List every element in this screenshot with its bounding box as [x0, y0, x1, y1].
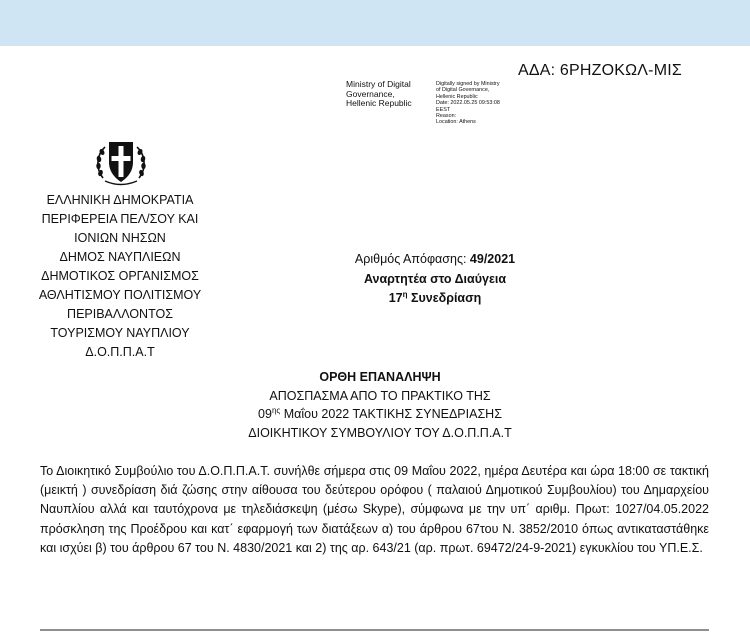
- org-line: ΤΟΥΡΙΣΜΟΥ ΝΑΥΠΛΙΟΥ: [50, 326, 190, 340]
- digital-signature-issuer: [346, 80, 412, 109]
- decision-number: [300, 250, 570, 270]
- decision-number-value: 49/2021: [469, 252, 516, 266]
- org-line: ΔΗΜΟΤΙΚΟΣ ΟΡΓΑΝΙΣΜΟΣ: [41, 269, 199, 283]
- digital-signature-details: [436, 81, 500, 126]
- org-line: ΑΘΛΗΤΙΣΜΟΥ ΠΟΛΙΤΙΣΜΟΥ: [38, 288, 202, 302]
- ada-code: ΑΔΑ: 6ΡΗΖΟΚΩΛ-ΜΙΣ: [518, 62, 682, 79]
- org-line: Δ.Ο.Π.Π.Α.Τ: [85, 345, 155, 359]
- decision-number-label: Αριθμός Απόφασης:: [354, 252, 470, 266]
- signature-detail: EEST: [436, 106, 451, 113]
- signature-line: Ministry of Digital: [346, 79, 411, 89]
- org-line: ΙΟΝΙΩΝ ΝΗΣΩΝ: [74, 231, 166, 245]
- session-number: $17^\eta$ Συνεδρίαση: [388, 289, 482, 305]
- hellenic-coat-of-arms-icon: [93, 138, 149, 188]
- title-line: ΑΠΟΣΠΑΣΜΑ ΑΠΟ ΤΟ ΠΡΑΚΤΙΚΟ ΤΗΣ: [269, 388, 491, 403]
- body-paragraph: Το Διοικητικό Συμβούλιο του Δ.Ο.Π.Π.Α.Τ. συνήλθε σήμερα στις 09 Μαΐου 2022, ημέρα Δευτέρα και ώρα 18:00 σε τακτική (μεικτή ) συνεδρίαση διά ζώσης στην αίθουσα του δεύτερου ορόφου ( παλαιού Δημοτικού Συμβουλίου) του Δημαρχείου Ναυπλίου αλλά και ταυτόχρονα με τηλεδιάσκεψη (μέσω Skype), σύμφωνα με την υπ΄ αριθμ. Πρωτ: 1027/04.05.2022 πρόσκληση της Προέδρου και κατ΄ εφαρμογή των διατάξεων α) του άρθρου 67του Ν. 3852/2010 όπως αντικαταστάθηκε και ισχύει β) του άρθρου 67 του Ν. 4830/2021 και 2) της αρ. 643/21 (αρ. πρωτ. 69472/24-9-2021) εγκυκλίου του ΥΠ.Ε.Σ.: [40, 464, 709, 555]
- signature-detail: Digitally signed by Ministry: [436, 81, 500, 87]
- org-line: ΠΕΡΙΒΑΛΛΟΝΤΟΣ: [67, 307, 173, 321]
- title-line: ΔΙΟΙΚΗΤΙΚΟΥ ΣΥΜΒΟΥΛΙΟΥ ΤΟΥ Δ.Ο.Π.Π.Α.Τ: [248, 425, 512, 440]
- signature-detail: Reason:: [436, 113, 457, 120]
- publish-note: Αναρτητέα στο Διαύγεια: [363, 271, 507, 286]
- viewer-top-bar: [0, 0, 750, 46]
- document-body: [40, 462, 709, 558]
- title-line: $09^{\eta\varsigma}$ Μαΐου 2022 ΤΑΚΤΙΚΗΣ ΣΥΝΕΔΡΙΑΣΗΣ: [258, 405, 502, 421]
- signature-line: Hellenic Republic: [346, 98, 412, 108]
- signature-detail: Location: Athens: [436, 119, 476, 126]
- org-line: ΠΕΡΙΦΕΡΕΙΑ ΠΕΛ/ΣΟΥ ΚΑΙ: [41, 212, 199, 226]
- signature-detail: of Digital Governance,: [436, 87, 490, 94]
- signature-line: Governance,: [346, 88, 395, 99]
- org-line: ΕΛΛΗΝΙΚΗ ΔΗΜΟΚΡΑΤΙΑ: [46, 193, 194, 207]
- document-title-block: [170, 368, 590, 442]
- organization-header: [20, 191, 220, 362]
- decision-info: [300, 250, 570, 309]
- signature-detail: Hellenic Republic: [436, 93, 478, 100]
- org-line: ΔΗΜΟΣ ΝΑΥΠΛΙΕΩΝ: [59, 250, 181, 264]
- next-line-cutoff: [40, 624, 709, 632]
- document-heading: ΟΡΘΗ ΕΠΑΝΑΛΗΨΗ: [319, 370, 441, 384]
- signature-detail: Date: 2022.05.25 09:53:08: [436, 100, 500, 107]
